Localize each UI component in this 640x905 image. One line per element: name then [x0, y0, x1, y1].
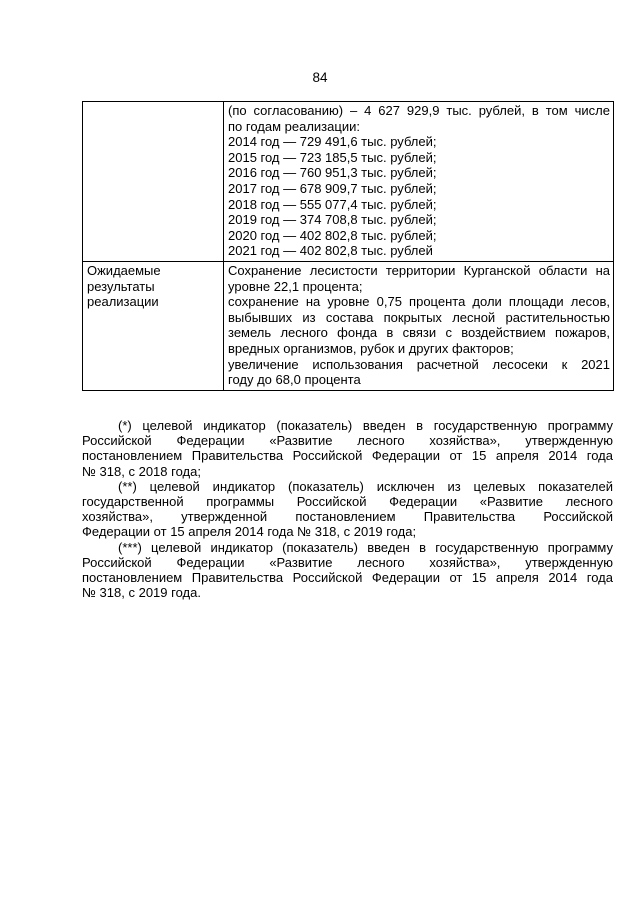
cell-line: земель лесного фонда в связи с воздействием пожаров, — [228, 325, 610, 341]
page-number: 84 — [312, 70, 328, 85]
footnote-line: № 318, с 2019 года. — [82, 585, 201, 601]
table-label-cell — [83, 102, 224, 262]
cell-line: Ожидаемые — [87, 262, 161, 278]
footnote — [82, 540, 613, 601]
cell-line: 2020 год — 402 802,8 тыс. рублей; — [228, 227, 437, 243]
table-row — [83, 102, 614, 262]
cell-line: году до 68,0 процента — [228, 372, 361, 388]
footnote — [82, 418, 613, 479]
footnote-line: хозяйства», утвержденной постановлением Правительства Российской — [82, 509, 613, 525]
cell-line: 2014 год — 729 491,6 тыс. рублей; — [228, 134, 437, 150]
cell-line: 2019 год — 374 708,8 тыс. рублей; — [228, 212, 437, 228]
footnote-line: (*) целевой индикатор (показатель) введен в государственную программу — [118, 418, 613, 433]
cell-line: реализации — [87, 294, 159, 310]
cell-line: (по согласованию) – 4 627 929,9 тыс. рублей, в том числе — [228, 103, 610, 118]
cell-line: 2021 год — 402 802,8 тыс. рублей — [228, 243, 433, 259]
funding-cell — [224, 102, 614, 262]
footnote — [82, 479, 613, 540]
cell-line: 2016 год — 760 951,3 тыс. рублей; — [228, 165, 437, 181]
footnote-line: Российской Федерации «Развитие лесного хозяйства», утвержденную — [82, 433, 613, 449]
cell-line: Сохранение лесистости территории Курганской области на — [228, 262, 610, 278]
footnote-line: государственной программы Российской Федерации «Развитие лесного — [82, 494, 613, 510]
table-row — [83, 261, 614, 390]
program-passport-table — [82, 101, 614, 391]
footnotes — [82, 418, 613, 600]
cell-line: сохранение на уровне 0,75 процента доли площади лесов, — [228, 294, 610, 310]
cell-line: выбывших из состава покрытых лесной растительностью — [228, 309, 610, 325]
table-label-cell — [83, 261, 224, 390]
cell-line: 2018 год — 555 077,4 тыс. рублей; — [228, 196, 437, 212]
cell-line: 2017 год — 678 909,7 тыс. рублей; — [228, 180, 437, 196]
expected-results-cell — [224, 261, 614, 390]
cell-line: вредных организмов, рубок и других факторов; — [228, 340, 514, 356]
footnote-line: постановлением Правительства Российской Федерации от 15 апреля 2014 года — [82, 448, 613, 464]
footnote-line: Российской Федерации «Развитие лесного хозяйства», утвержденную — [82, 554, 613, 570]
cell-line: по годам реализации: — [228, 118, 360, 134]
footnote-line: постановлением Правительства Российской Федерации от 15 апреля 2014 года — [82, 570, 613, 586]
footnote-line: Федерации от 15 апреля 2014 года № 318, с 2019 года; — [82, 524, 417, 540]
cell-line: 2015 год — 723 185,5 тыс. рублей; — [228, 149, 437, 165]
footnote-line: (***) целевой индикатор (показатель) введен в государственную программу — [118, 539, 613, 555]
cell-line: результаты — [87, 278, 155, 294]
footnote-line: № 318, с 2018 года; — [82, 463, 201, 479]
cell-line: увеличение использования расчетной лесосеки к 2021 — [228, 356, 610, 372]
footnote-line: (**) целевой индикатор (показатель) исключен из целевых показателей — [118, 478, 613, 494]
cell-line: уровне 22,1 процента; — [228, 278, 363, 294]
